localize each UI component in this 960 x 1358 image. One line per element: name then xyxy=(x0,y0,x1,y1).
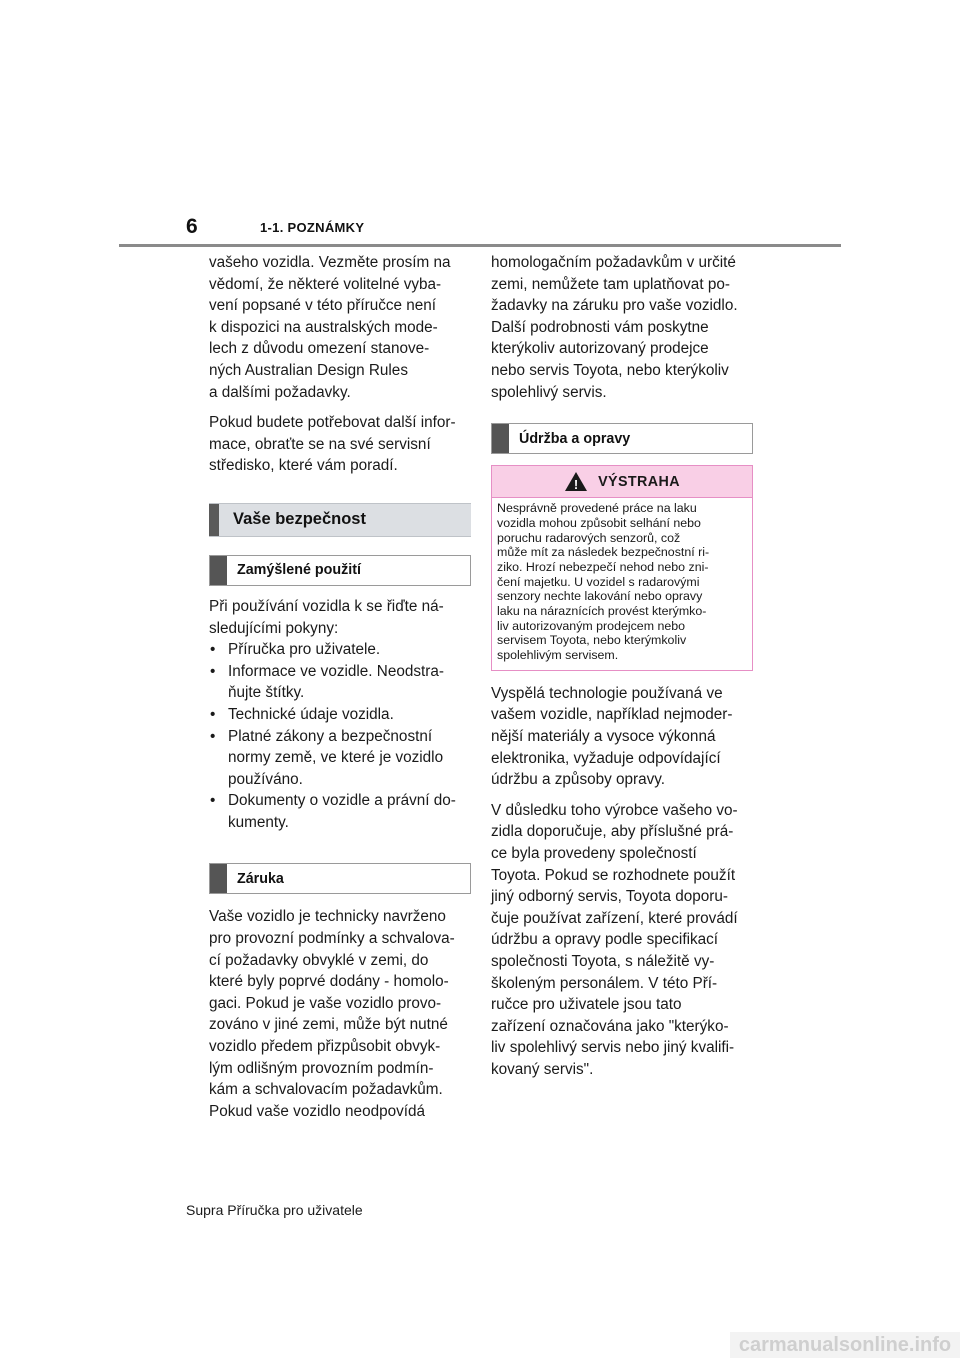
text-line: homologačním požadavkům v určité xyxy=(491,254,736,271)
heading-bar xyxy=(209,504,219,536)
text-line: společnosti Toyota, s náležitě vy- xyxy=(491,953,715,971)
subheading-warranty-label: Záruka xyxy=(237,870,284,887)
subheading-maintenance xyxy=(491,423,753,454)
homologation-paragraph xyxy=(491,252,753,403)
text-line: cí požadavky obvyklé v zemi, do xyxy=(209,951,429,969)
text-line: čuje používat zařízení, které provádí xyxy=(491,909,738,927)
text-line: kám a schvalovacím požadavkům. xyxy=(209,1081,443,1099)
bullet-dot: • xyxy=(210,792,216,810)
bullet-dot: • xyxy=(210,641,216,659)
list-item-line: používáno. xyxy=(228,770,303,788)
text-line: Při používání vozidla k se řiďte ná- xyxy=(209,597,444,615)
subheading-bar xyxy=(210,864,227,893)
text-line: pro provozní podmínky a schvalova- xyxy=(209,930,455,948)
subheading-maintenance-label: Údržba a opravy xyxy=(519,430,631,447)
text-line: zováno v jiné zemi, může být nutné xyxy=(209,1016,448,1034)
text-line: čení majetku. U vozidel s radarovými xyxy=(497,574,700,589)
text-line: nější materiály a vysoce výkonná xyxy=(491,728,716,746)
text-line: údržbu a opravy podle specifikací xyxy=(491,931,719,949)
right-column xyxy=(491,252,753,1090)
text-line: lým odlišným provozním podmín- xyxy=(209,1059,434,1077)
list-item-line: Technické údaje vozidla. xyxy=(228,705,394,723)
list-item-line: Dokumenty o vozidle a právní do- xyxy=(228,792,456,810)
text-line: spolehlivý servis. xyxy=(491,383,607,401)
text-line: vení popsané v této příručce není xyxy=(209,297,437,315)
text-line: liv spolehlivý servis nebo jiný kvalifi- xyxy=(491,1039,735,1057)
text-line: vozidla mohou způsobit selhání nebo xyxy=(497,515,701,530)
text-line: kterýkoliv autorizovaný prodejce xyxy=(491,340,709,358)
text-line: Vyspělá technologie používaná ve xyxy=(491,684,723,702)
subheading-bar xyxy=(210,556,227,585)
intended-use-intro xyxy=(209,596,471,639)
text-line: a dalšími požadavky. xyxy=(209,383,351,401)
text-line: může mít za následek bezpečnostní ri- xyxy=(497,545,710,560)
list-item-line: normy země, ve které je vozidlo xyxy=(228,749,444,767)
list-item xyxy=(209,661,471,704)
section-title: 1-1. POZNÁMKY xyxy=(260,220,365,235)
warning-header xyxy=(492,466,752,498)
text-line: zemi, nemůžete tam uplatňovat po- xyxy=(491,275,730,293)
text-line: Toyota. Pokud se rozhodnete použít xyxy=(491,866,736,884)
bullet-dot: • xyxy=(210,662,216,680)
text-line: senzory nechte lakování nebo opravy xyxy=(497,589,703,604)
text-line: zařízení označována jako "kterýko- xyxy=(491,1017,729,1035)
text-line: sledujícími pokyny: xyxy=(209,619,339,637)
text-line: středisko, které vám poradí. xyxy=(209,457,398,475)
guidelines-list xyxy=(209,639,471,833)
text-line: vašem vozidle, například nejmoder- xyxy=(491,706,733,724)
text-line: elektronika, vyžaduje odpovídající xyxy=(491,749,721,767)
list-item xyxy=(209,790,471,833)
text-line: vozidlo předem přizpůsobit obvyk- xyxy=(209,1038,441,1056)
header-divider xyxy=(119,244,841,247)
subheading-intended-use xyxy=(209,555,471,586)
text-line: Pokud budete potřebovat další infor- xyxy=(209,414,456,432)
subheading-intended-use-label: Zamýšlené použití xyxy=(237,562,361,579)
list-item-line: Informace ve vozidle. Neodstra- xyxy=(228,662,444,680)
list-item xyxy=(209,639,471,661)
text-line: laku na náraznících provést kterýmko- xyxy=(497,604,707,619)
bullet-dot: • xyxy=(210,705,216,723)
text-line: zidla doporučuje, aby příslušné prá- xyxy=(491,823,734,841)
text-line: ce byla provedeny společností xyxy=(491,845,697,863)
text-line: Další podrobnosti vám poskytne xyxy=(491,318,709,336)
text-line: které byly poprvé dodány - homolo- xyxy=(209,973,449,991)
warning-icon-mark: ! xyxy=(573,477,579,493)
text-line: školeným personálem. V této Pří- xyxy=(491,974,718,992)
text-line: gaci. Pokud je vaše vozidlo provo- xyxy=(209,994,442,1012)
text-line: Pokud vaše vozidlo neodpovídá xyxy=(209,1102,426,1120)
warning-triangle-icon xyxy=(564,471,588,492)
watermark: carmanualsonline.info xyxy=(730,1332,960,1358)
text-line: V důsledku toho výrobce vašeho vo- xyxy=(491,801,738,819)
warning-title: VÝSTRAHA xyxy=(598,473,680,490)
text-line: žadavky na záruku pro vaše vozidlo. xyxy=(491,297,738,315)
technology-paragraph xyxy=(491,683,753,791)
page-number: 6 xyxy=(186,215,198,238)
text-line: údržbu a způsoby opravy. xyxy=(491,771,666,789)
text-line: ných Australian Design Rules xyxy=(209,361,408,379)
intro-paragraph xyxy=(209,252,471,403)
text-line: ziko. Hrozí nebezpečí nehod nebo zni- xyxy=(497,559,709,574)
section-heading-safety xyxy=(209,503,471,537)
list-item-line: Platné zákony a bezpečnostní xyxy=(228,727,433,745)
text-line: lech z důvodu omezení stanove- xyxy=(209,340,430,358)
text-line: jiný odborný servis, Toyota doporu- xyxy=(491,888,728,906)
list-item-line: ňujte štítky. xyxy=(228,684,305,702)
subheading-warranty xyxy=(209,863,471,894)
section-heading-safety-label: Vaše bezpečnost xyxy=(233,510,366,529)
text-line: kovaný servis". xyxy=(491,1060,594,1078)
text-line: mace, obraťte se na své servisní xyxy=(209,435,431,453)
text-line: vědomí, že některé volitelné vyba- xyxy=(209,275,442,293)
recommendation-paragraph xyxy=(491,800,753,1081)
warning-text xyxy=(492,498,752,670)
subheading-bar xyxy=(492,424,509,453)
text-line: spolehlivým servisem. xyxy=(497,648,619,663)
contact-paragraph xyxy=(209,412,471,477)
text-line: liv autorizovaným prodejcem nebo xyxy=(497,618,686,633)
text-line: nebo servis Toyota, nebo kterýkoliv xyxy=(491,361,729,379)
text-line: servisem Toyota, nebo kterýmkoliv xyxy=(497,633,687,648)
text-line: Vaše vozidlo je technicky navrženo xyxy=(209,908,446,926)
footer-manual-title: Supra Příručka pro uživatele xyxy=(186,1202,363,1218)
text-line: k dispozici na australských mode- xyxy=(209,318,438,336)
list-item xyxy=(209,704,471,726)
list-item-line: Příručka pro uživatele. xyxy=(228,641,381,659)
warranty-paragraph xyxy=(209,906,471,1122)
left-column xyxy=(209,252,471,1131)
text-line: poruchu radarových senzorů, což xyxy=(497,530,681,545)
text-line: vašeho vozidla. Vezměte prosím na xyxy=(209,254,451,271)
text-line: ručce pro uživatele jsou tato xyxy=(491,996,682,1014)
text-line: Nesprávně provedené práce na laku xyxy=(497,501,697,516)
list-item-line: kumenty. xyxy=(228,813,289,831)
warning-box xyxy=(491,465,753,671)
list-item xyxy=(209,726,471,791)
bullet-dot: • xyxy=(210,727,216,745)
